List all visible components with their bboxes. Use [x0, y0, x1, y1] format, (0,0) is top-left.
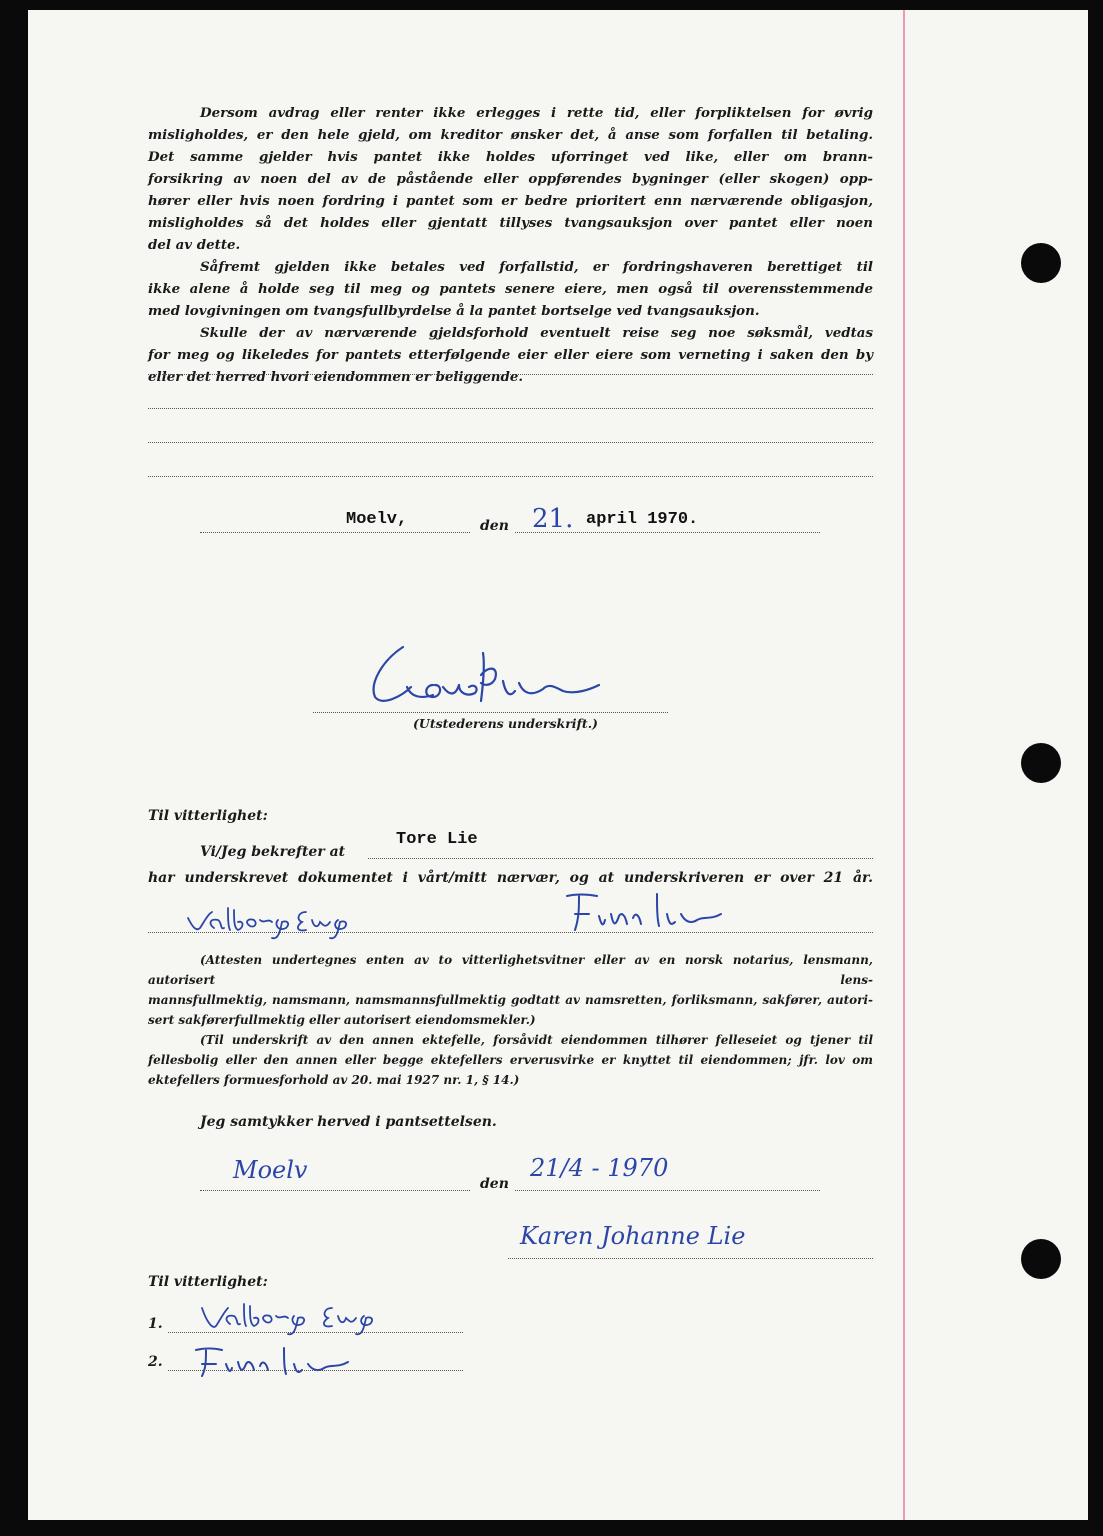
witness-statement: har underskrevet dokumentet i vårt/mitt nærvær, og at underskriveren er over 21 år.	[148, 870, 873, 886]
note-line: sert sakførerfullmektig eller autorisert eiendomsmekler.)	[148, 1013, 536, 1027]
terms-line: Det samme gjelder hvis pantet ikke holdes uforringet ved like, eller om brann-	[148, 149, 873, 165]
terms-line: Skulle der av nærværende gjeldsforhold eventuelt reise seg noe søksmål, vedtas	[200, 325, 873, 341]
witness2-signature-1	[188, 1300, 428, 1344]
spouse-place-handwritten: Moelv	[233, 1156, 308, 1184]
issue-day-handwritten: 21.	[532, 504, 574, 534]
issue-place: Moelv,	[346, 510, 408, 529]
spouse-den-label: den	[480, 1176, 509, 1192]
witness2-line-2	[168, 1370, 463, 1371]
note-line: fellesbolig eller den annen eller begge ektefellers erverusvirke er knyttet til eiendommen; jfr. lov om	[148, 1053, 873, 1067]
den-label: den	[480, 518, 509, 534]
terms-line: forsikring av noen del av de påstående eller oppførendes bygninger (eller skogen) opp-	[148, 171, 873, 187]
witness2-signature-2	[188, 1340, 358, 1380]
witness-confirm-label: Vi/Jeg bekrefter at	[200, 844, 346, 860]
issue-date: april 1970.	[586, 510, 699, 529]
document-page	[28, 10, 1088, 1520]
terms-line: misligholdes, er den hele gjeld, om kreditor ønsker det, å anse som forfallen til betaling.	[148, 127, 873, 143]
terms-line: ikke alene å holde seg til meg og pantets senere eiere, men også til overensstemmende	[148, 281, 873, 297]
terms-text	[148, 102, 873, 388]
note-line: (Til underskrift av den annen ektefelle, forsåvidt eiendommen tilhører felleseiet og tjener til	[200, 1033, 873, 1047]
blank-line	[148, 408, 873, 409]
blank-line	[148, 442, 873, 443]
spouse-consent: Jeg samtykker herved i pantsettelsen.	[200, 1114, 497, 1130]
issuer-signature	[363, 635, 603, 715]
spouse-signature-line	[508, 1258, 873, 1259]
terms-line: for meg og likeledes for pantets etterfølgende eier eller eiere som verneting i saken den by	[148, 347, 873, 363]
witness-signer-name: Tore Lie	[396, 830, 478, 849]
witness-note	[148, 950, 873, 1030]
signature-line	[313, 712, 668, 713]
terms-line: eller det herred hvori eiendommen er beliggende.	[148, 369, 524, 385]
spouse-note	[148, 1030, 873, 1090]
witness-signature-2	[553, 884, 743, 938]
spouse-signature-handwritten: Karen Johanne Lie	[520, 1222, 746, 1250]
witness2-number-1: 1.	[148, 1316, 163, 1332]
terms-line: hører eller hvis noen fordring i pantet som er bedre prioritert enn nærværende obligasjon,	[148, 193, 873, 209]
blank-line	[148, 476, 873, 477]
place-line	[200, 532, 470, 533]
punch-hole	[1021, 243, 1061, 283]
witness-heading: Til vitterlighet:	[148, 808, 268, 824]
spouse-place-line	[200, 1190, 470, 1191]
witness-signature-1	[178, 898, 398, 946]
note-line: mannsfullmektig, namsmann, namsmannsfullmektig godtatt av namsretten, forliksmann, sakfører, autori-	[148, 993, 873, 1007]
witness2-heading: Til vitterlighet:	[148, 1274, 268, 1290]
note-line: ektefellers formuesforhold av 20. mai 1927 nr. 1, § 14.)	[148, 1073, 520, 1087]
witness2-line-1	[168, 1332, 463, 1333]
spouse-date-handwritten: 21/4 - 1970	[530, 1154, 669, 1182]
blank-line	[148, 374, 873, 375]
signer-name-line	[368, 858, 873, 859]
witness-signature-line	[148, 932, 873, 933]
terms-line: Såfremt gjelden ikke betales ved forfallstid, er fordringshaveren berettiget til	[200, 259, 873, 275]
note-line: (Attesten undertegnes enten av to vitterlighetsvitner eller av en norsk notarius, lensmann, autorisert lens-	[148, 953, 873, 987]
terms-line: del av dette.	[148, 237, 241, 253]
punch-hole	[1021, 1239, 1061, 1279]
margin-line	[903, 10, 905, 1520]
terms-line: Dersom avdrag eller renter ikke erlegges i rette tid, eller forpliktelsen for øvrig	[200, 105, 873, 121]
spouse-date-line	[515, 1190, 820, 1191]
terms-line: med lovgivningen om tvangsfullbyrdelse å la pantet bortselge ved tvangsauksjon.	[148, 303, 760, 319]
witness2-number-2: 2.	[148, 1354, 163, 1370]
terms-line: misligholdes så det holdes eller gjentatt tillyses tvangsauksjon over pantet eller noen	[148, 215, 873, 231]
issuer-signature-caption: (Utstederens underskrift.)	[413, 716, 598, 731]
punch-hole	[1021, 743, 1061, 783]
